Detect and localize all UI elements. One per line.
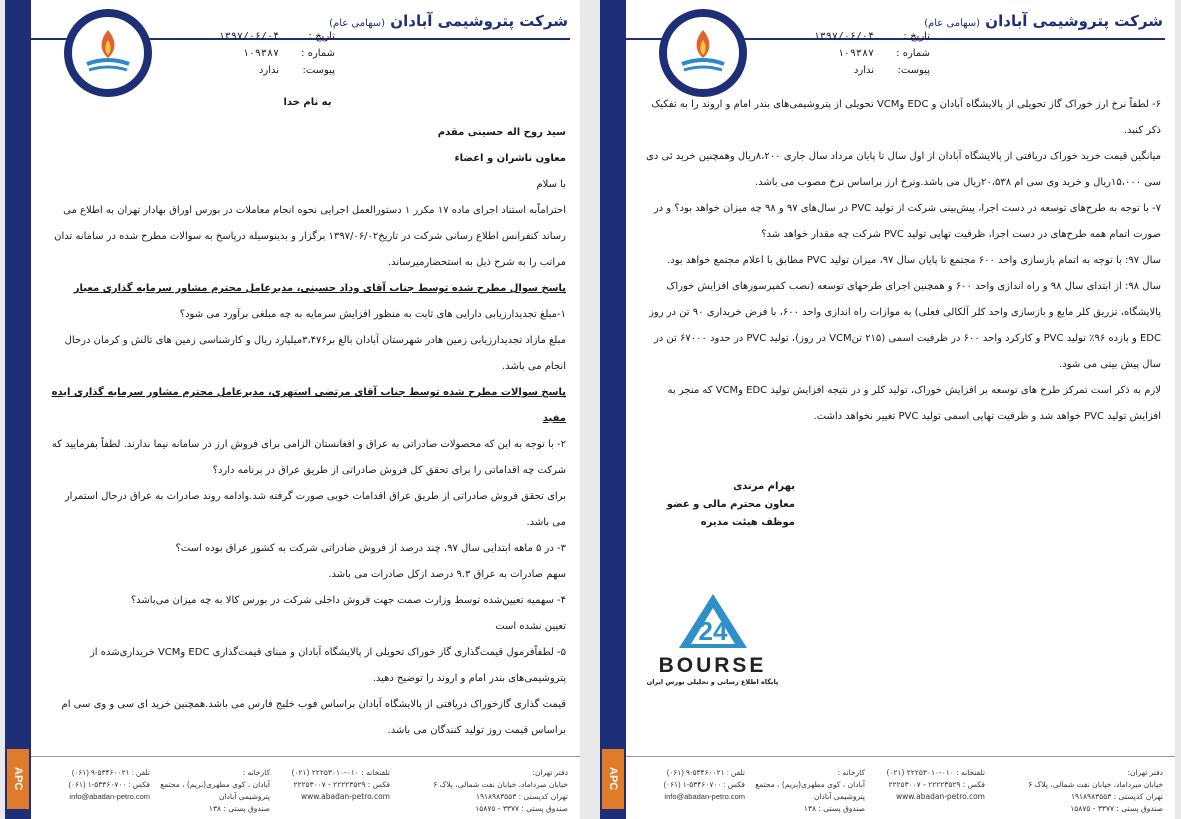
footer-hq: دفتر تهران: خیابان میرداماد، خیابان نفت شمالی، پلاک ۶ تهران کدپستی : ۱۹۱۸۹۸۳۵۵۳ صندوق پستی : ۳۳۷۷ - ۱۵۸۷۵ xyxy=(433,768,568,813)
question-1: ۱-مبلغ تجدیدارزیابی دارایی های ثابت به منظور افزایش سرمایه به چه مبلغی برآورد می شود؟ xyxy=(179,309,566,320)
letter-meta xyxy=(165,28,335,79)
signer-name: بهرام مرندی xyxy=(733,481,795,492)
bourse-logo-icon xyxy=(673,590,753,650)
intro-paragraph: احتراماًبه استناد اجرای ماده ۱۷ مکرر ۱ دستورالعمل اجرایی نحوه انجام معاملات در بورس اوراق بهادار تهران به اطلاع می رساند کنفرانس اطلاع رسانی شرکت در تاریخ۱۳۹۷/۰۶/۰۲ برگزار و بدینوسیله درپاسخ به سوالات مطرح شده در سامانه تدان مراتب را به شرح ذیل به استحضارمیرساند. xyxy=(54,205,566,268)
question-4: ۴- سهمیه تعیین‌شده توسط وزارت صمت جهت فروش داخلی شرکت در بورس کالا به چه میزان می‌باشد؟ xyxy=(130,595,566,606)
section-heading-2: پاسخ سوالات مطرح شده توسط جناب آقای مرتضی استهری، مدیرعامل محترم مشاور سرمایه گذاری ایده مفید xyxy=(51,387,566,424)
number-value: ۱۰۹۳۸۷ xyxy=(242,48,279,59)
letter-page-1 xyxy=(5,0,580,819)
side-strip xyxy=(5,0,31,819)
signature-block xyxy=(667,478,795,532)
question-3: ۳- در ۵ ماهه ابتدایی سال ۹۷، چند درصد از فروش صادراتی شرکت به کشور عراق بوده است؟ xyxy=(175,543,566,554)
answer-3: سهم صادرات به عراق ۹.۳ درصد ازکل صادرات می باشد. xyxy=(328,569,566,580)
apc-badge: APC xyxy=(602,749,624,809)
footer-hq: دفتر تهران: خیابان میرداماد، خیابان نفت شمالی، پلاک ۶ تهران کدپستی : ۱۹۱۸۹۸۳۵۵۳ صندوق پستی : ۳۳۷۷ - ۱۵۸۷۵ xyxy=(1028,768,1163,813)
recipient-title: معاون ناشران و اعضاء xyxy=(454,153,566,164)
basmala: به نام خدا xyxy=(283,97,332,108)
svg-text:24: 24 xyxy=(698,616,727,646)
bourse-watermark xyxy=(645,590,780,690)
attach-value: ندارد xyxy=(258,65,279,76)
bourse-word: BOURSE xyxy=(658,654,767,677)
footer-factory-contact: تلفن : ۵۳۴۶۰۰۲۱-۹ (۰۶۱) فکس : ۵۳۴۶۰۷۰۰-۱ (۰۶۱) info@abadan-petro.com xyxy=(625,767,745,803)
footer-factory: کارخانه : آبادان ، کوی مطهری(بریم) ، مجتمع پتروشیمی آبادان صندوق پستی : ۱۳۸ xyxy=(755,768,865,813)
company-logo-icon xyxy=(658,8,748,98)
footer-email[interactable]: info@abadan-petro.com xyxy=(664,792,745,801)
question-7: ۷- با توجه به طرح‌های توسعه در دست اجرا، پیش‌بینی شرکت از تولید PVC در سال‌های ۹۷ و ۹۸ چه میزان خواهد بود؟ و در صورت اتمام همه طرح‌های در دست اجرا، ظرفیت تهایی تولید PVC شرکت چه مقدار خواهد شد؟ xyxy=(653,203,1161,240)
question-2: ۲- با توجه به این که محصولات صادراتی به عراق و افغانستان الزامی برای فروش ارز در سامانه نیما ندارند. لطفاً بفرمایید که شرکت چه اقداماتی را برای تحقق کل فروش صادراتی از طریق عراق در برنامه دارد؟ xyxy=(51,439,566,476)
answer-2: برای تحقق فروش صادراتی از طریق عراق اقدامات خوبی صورت گرفته شد.وادامه روند صادرات به عراق درحال استمرار می باشد. xyxy=(64,491,566,528)
letter-meta: تاریخ : ۱۳۹۷/۰۶/۰۴ شماره : ۱۰۹۳۸۷ پیوست: ندارد xyxy=(813,31,930,76)
footer-email[interactable]: info@abadan-petro.com xyxy=(69,792,150,801)
answer-6: میانگین قیمت خرید خوراک دریافتی از پالایشگاه آبادان از اول سال تا پایان مرداد سال جاری ۸،۲۰۰ریال وهمچنین خرید ئی دی سی ۱۵،۰۰۰ریال و خرید وی سی ام ۲۰،۵۳۸ریال می باشد.ونرخ ارز براساس نرخ مصوب می باشد. xyxy=(646,151,1161,188)
company-name: شرکت پتروشیمی آبادان (سهامی عام) xyxy=(329,12,568,30)
footer-website[interactable]: www.abadan-petro.com xyxy=(896,792,985,801)
side-strip xyxy=(600,0,626,819)
letter-page-2 xyxy=(600,0,1175,819)
bourse-tagline: پایگاه اطلاع رسانی و تحلیلی بورس ایران xyxy=(646,678,779,686)
footer-phones: تلفنخانه : ۰۱۰-۲۲۲۵۳۰۱۰ (۰۲۱) فکس : ۲۲۲۲۳۵۲۹ - ۲۲۲۵۳۰۰۷ www.abadan-petro.com xyxy=(875,767,985,803)
question-5: ۵- لطفاًفرمول قیمت‌گذاری گاز خوراک تحویلی از پالایشگاه آبادان و مبنای قیمت‌گذاری EDC وVCM خریداری‌شده از پتروشیمی‌های بندر امام و اروند را توضیح دهید. xyxy=(89,647,566,684)
answer-4: تعیین نشده است xyxy=(495,621,566,632)
signer-title-1: معاون محترم مالی و عضو xyxy=(666,499,795,510)
recipient-name: سید روح اله حسینی مقدم xyxy=(437,127,566,138)
date-value: ۱۳۹۷/۰۶/۰۴ xyxy=(218,31,279,42)
letter-footer xyxy=(626,756,1175,819)
greeting: با سلام xyxy=(536,179,566,190)
company-logo-icon xyxy=(63,8,153,98)
letter-body xyxy=(49,90,566,744)
footer-website[interactable]: www.abadan-petro.com xyxy=(301,792,390,801)
signer-title-2: موظف هیئت مدیره xyxy=(700,517,795,528)
footer-phones: تلفنخانه : ۰۱۰-۲۲۲۵۳۰۱۰ (۰۲۱) فکس : ۲۲۲۲۳۵۲۹ - ۲۲۲۵۳۰۰۷ www.abadan-petro.com xyxy=(280,767,390,803)
answer-7-year98: سال ۹۸: از ابتدای سال ۹۸ و راه اندازی واحد ۶۰۰ و همچنین اجرای طرحهای توسعه (نصب کمپرسورهای افزایش خوراک پالایشگاه، تزریق کلر مایع و بازسازی واحد کلر آلکالی فعلی) به موازات راه اندازی واحد ۶۰۰، با فرض خریداری ۹۰ تن در روز EDC و بازده ۹۶٪ تولید PVC و کارکرد واحد ۶۰۰ در ظرفیت اسمی (۲۱۵ تنVCM در روز)، تولید PVC در حدود ۶۷۰۰۰ تن در سال پیش بینی می شود. xyxy=(649,281,1161,370)
company-name: شرکت پتروشیمی آبادان (سهامی عام) xyxy=(924,12,1163,30)
answer-7-year97: سال ۹۷: با توجه به اتمام بازسازی واحد ۶۰۰ مجتمع تا پایان سال ۹۷، میزان تولید PVC مطابق با اعلام مجتمع خواهد بود. xyxy=(667,255,1161,266)
footer-factory-contact: تلفن : ۵۳۴۶۰۰۲۱-۹ (۰۶۱) فکس : ۵۳۴۶۰۷۰۰-۱ (۰۶۱) info@abadan-petro.com xyxy=(30,767,150,803)
answer-7-note: لازم به ذکر است تمرکز طرح های توسعه بر افزایش خوراک، تولید کلر و در نتیجه افزایش تولید EDC وVCM که منجر به افزایش تولید PVC خواهد شد و ظرفیت تهایی اسمی تولید PVC تغییر نخواهد داشت. xyxy=(667,385,1161,422)
attach-label: پیوست: xyxy=(302,65,335,76)
apc-badge: APC xyxy=(7,749,29,809)
letter-footer xyxy=(31,756,580,819)
answer-1: مبلغ مازاد تجدیدارزیابی زمین هادر شهرستان آبادان بالغ بر۳،۴۷۶میلیارد ریال و کارشناسی زمین های تالش و کرمان درحال انجام می باشد. xyxy=(64,335,566,372)
section-heading-1: پاسخ سوال مطرح شده توسط جناب آقای وداد حسینی، مدیرعامل محترم مشاور سرمایه گذاری معیار xyxy=(73,283,566,294)
question-6: ۶- لطفاً نرخ ارز خوراک گاز تحویلی از پالایشگاه آبادان و EDC وVCM تحویلی از پتروشیمی‌های بندر امام و اروند را به تفکیک ذکر کنید. xyxy=(651,99,1161,136)
number-label: شماره : xyxy=(301,48,335,59)
date-label: تاریخ : xyxy=(308,31,335,42)
footer-factory: کارخانه : آبادان ، کوی مطهری(بریم) ، مجتمع پتروشیمی آبادان صندوق پستی : ۱۳۸ xyxy=(160,768,270,813)
letter-body xyxy=(644,92,1161,430)
answer-5: قیمت گذاری گازخوراک دریافتی از پالایشگاه آبادان براساس فوب خلیج فارس می باشد.همچنین خرید ای سی و وی سی ام براساس قیمت روز تولید کنندگان می باشد. xyxy=(61,699,566,736)
